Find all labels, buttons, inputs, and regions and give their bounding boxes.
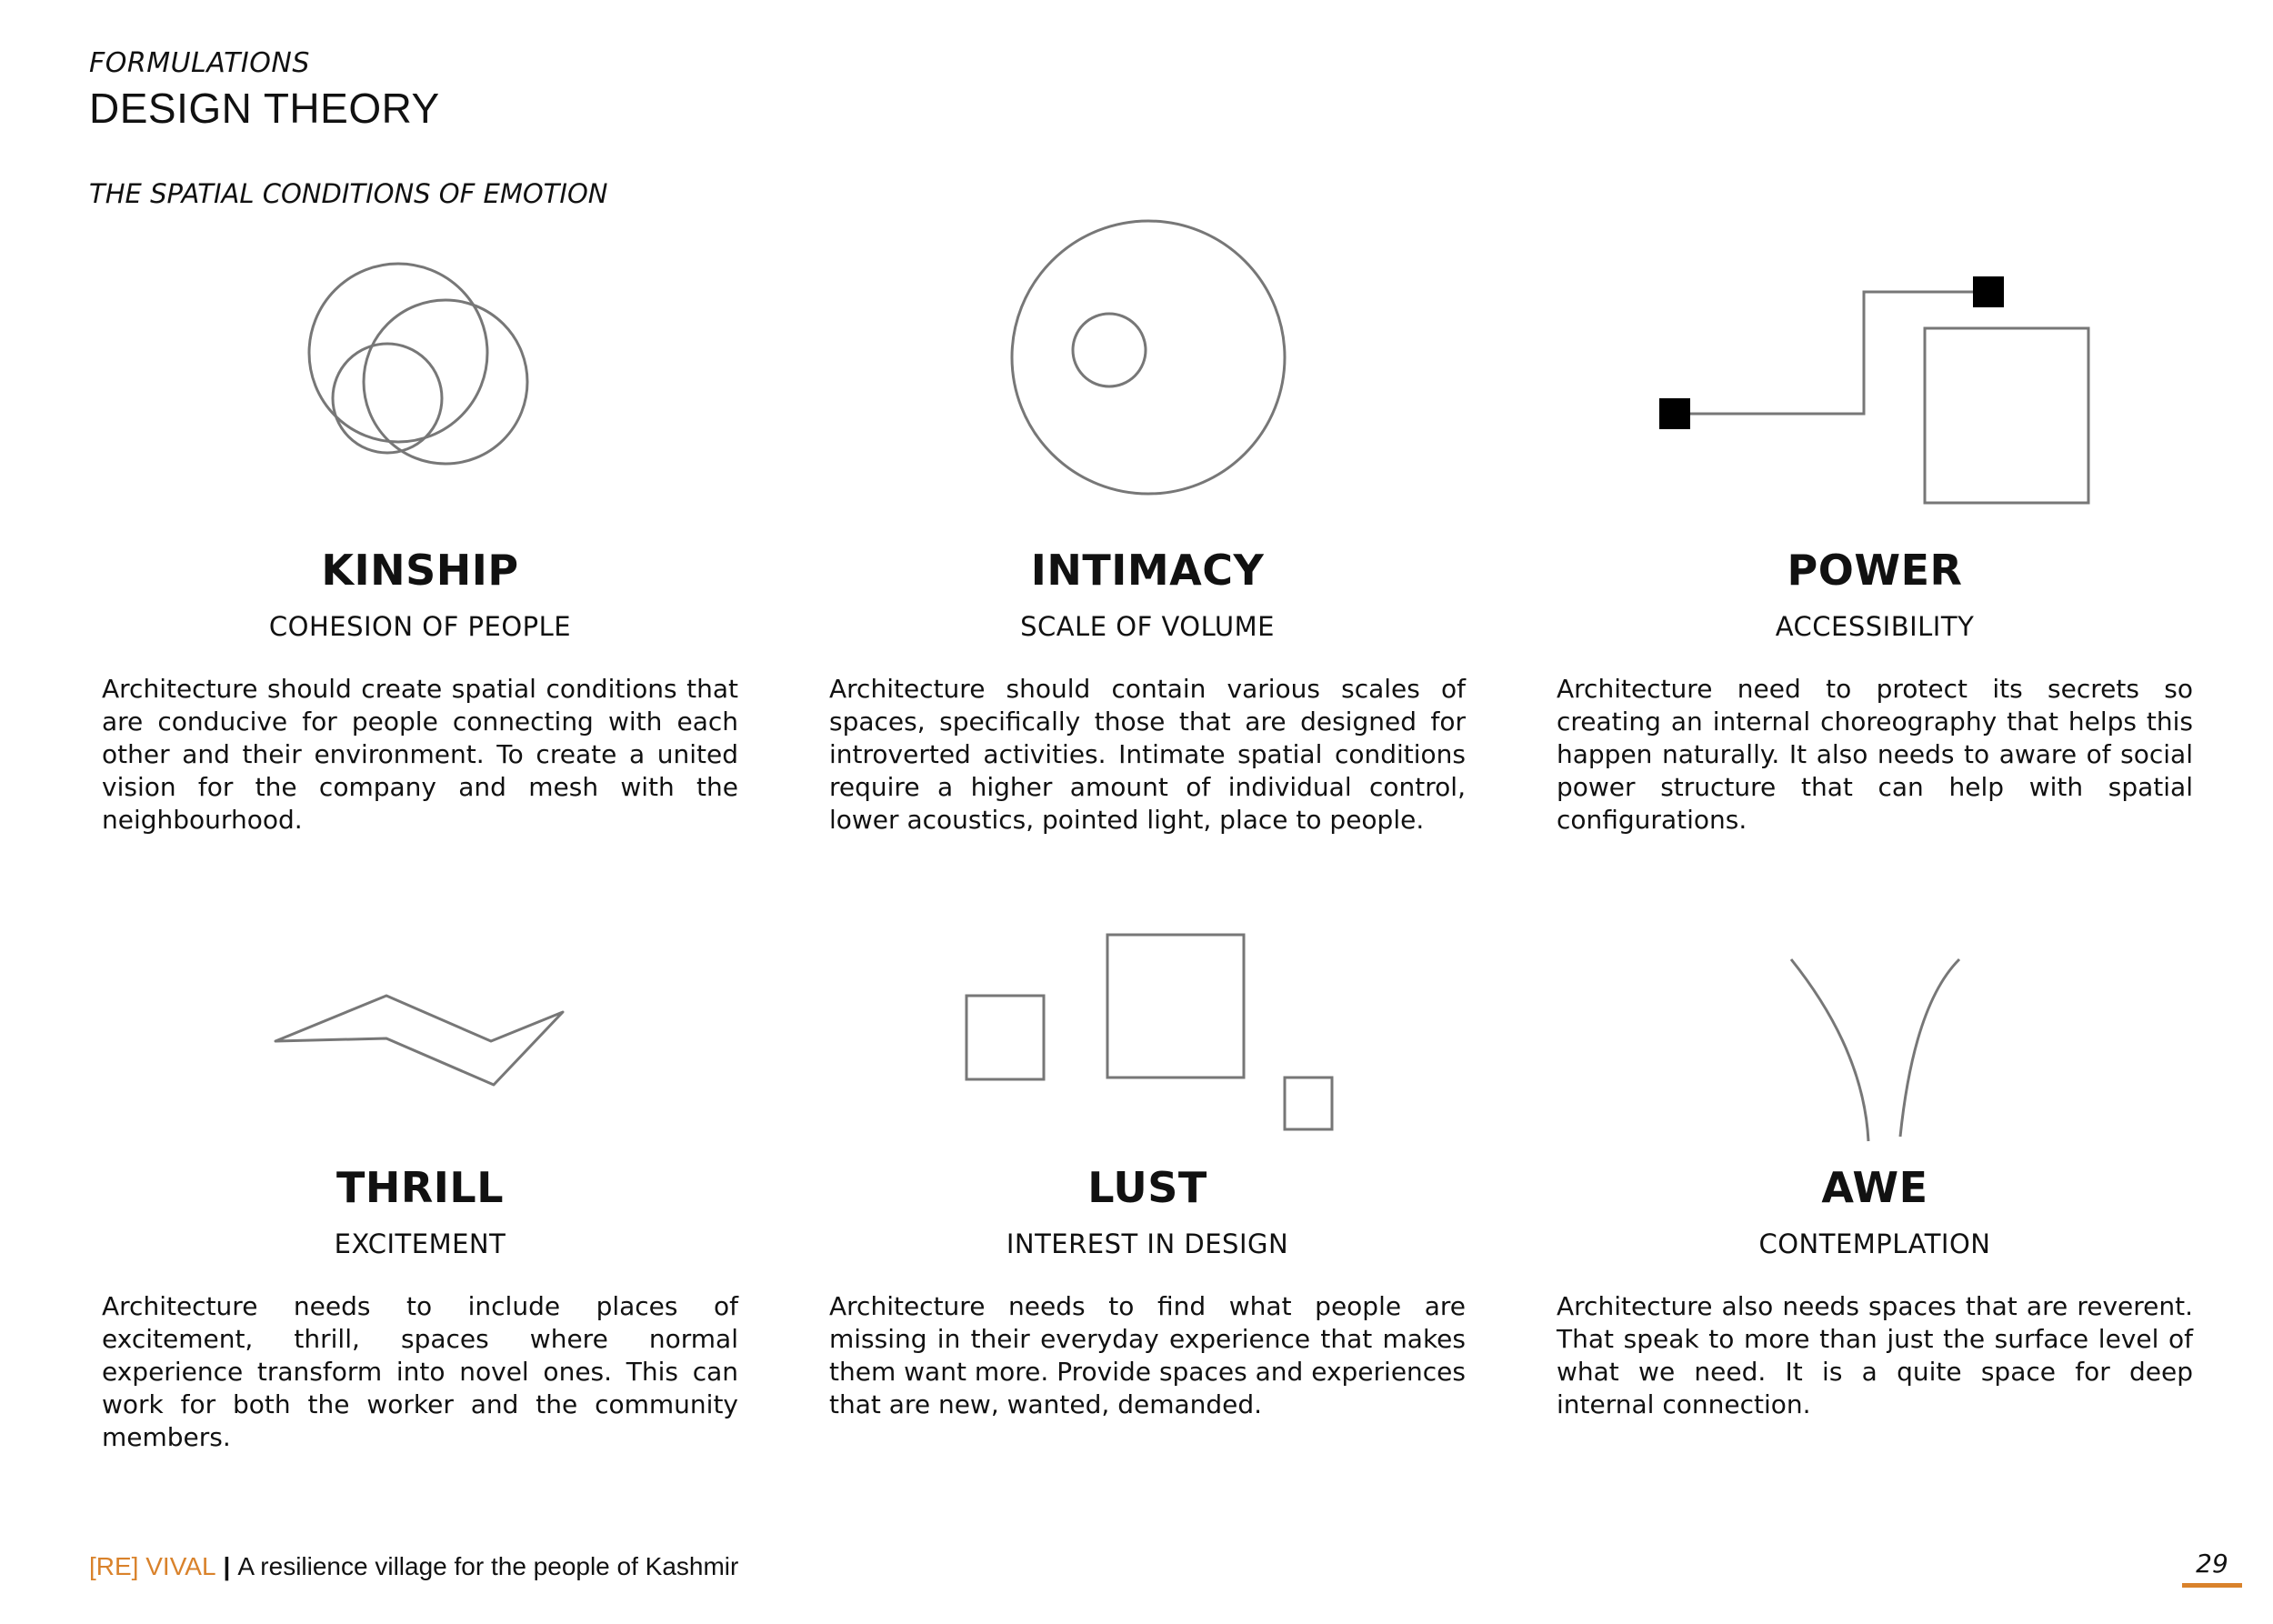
emotion-name: KINSHIP — [321, 546, 519, 595]
awe-diagram — [1782, 950, 1973, 1150]
emotion-description: Architecture needs to include places of excitement, thrill, spaces where normal experience transform into novel ones. This can work for both the worker and the community members. — [102, 1291, 738, 1452]
emotion-description: Architecture needs to find what people are missing in their everyday experience that makes them want more. Provide spaces and experiences that are new, wanted, demanded. — [829, 1291, 1466, 1419]
lust-box-small — [1285, 1078, 1332, 1129]
page-number: 29 — [2196, 1549, 2228, 1579]
footer — [89, 1552, 738, 1581]
emotion-name: AWE — [1821, 1163, 1928, 1212]
kinship-circle-medium — [364, 300, 527, 464]
footer-brand: [RE] VIVAL — [89, 1552, 216, 1580]
page-number-underline — [2182, 1583, 2242, 1588]
emotion-description: Architecture should create spatial conditions that are conducive for people connecting with each other and their environment. To create a united vision for the company and mesh with the neighbourhood. — [102, 674, 738, 835]
emotion-subtitle: INTEREST IN DESIGN — [1006, 1228, 1289, 1259]
emotion-subtitle: CONTEMPLATION — [1758, 1228, 1991, 1259]
section-kicker: FORMULATIONS — [89, 47, 310, 79]
thrill-zigzag — [275, 996, 563, 1085]
footer-tagline: A resilience village for the people of Kashmir — [237, 1552, 739, 1580]
lust-box-medium — [966, 996, 1044, 1079]
intimacy-circle-inner — [1073, 314, 1146, 386]
intimacy-diagram — [1005, 209, 1296, 509]
awe-curve-right — [1900, 959, 1959, 1137]
emotion-subtitle: EXCITEMENT — [334, 1228, 506, 1259]
emotion-subtitle: SCALE OF VOLUME — [1020, 611, 1275, 642]
emotion-name: THRILL — [335, 1163, 505, 1212]
kinship-diagram — [291, 255, 564, 509]
emotion-description: Architecture should contain various scales of spaces, specifically those that are designed for introverted activities. Intimate spatial conditions require a higher amount of individual control, lower acoustics, pointed light, place to people. — [829, 674, 1466, 835]
power-room — [1925, 328, 2088, 503]
footer-separator: | — [223, 1552, 231, 1580]
power-node-start — [1659, 398, 1690, 429]
page-title: DESIGN THEORY — [89, 85, 440, 132]
lust-box-large — [1107, 935, 1244, 1078]
page-subtitle: THE SPATIAL CONDITIONS OF EMOTION — [89, 178, 608, 209]
lust-diagram — [959, 927, 1341, 1137]
emotion-description: Architecture need to protect its secrets so creating an internal choreography that helps this happen naturally. It also needs to aware of social power structure that can help with spatial configurations. — [1557, 674, 2193, 835]
power-diagram — [1655, 268, 2109, 514]
emotion-name: INTIMACY — [1030, 546, 1265, 595]
kinship-circle-small — [333, 344, 442, 453]
thrill-diagram — [268, 987, 577, 1105]
emotion-description: Architecture also needs spaces that are reverent. That speak to more than just the surface level of what we need. It is a quite space for deep internal connection. — [1557, 1291, 2193, 1419]
emotion-subtitle: ACCESSIBILITY — [1775, 611, 1975, 642]
emotion-name: LUST — [1087, 1163, 1207, 1212]
power-node-end — [1973, 276, 2004, 307]
intimacy-circle-outer — [1012, 221, 1285, 494]
emotion-subtitle: COHESION OF PEOPLE — [268, 611, 572, 642]
emotion-name: POWER — [1787, 546, 1963, 595]
awe-curve-left — [1791, 959, 1868, 1141]
power-path — [1675, 292, 1982, 414]
